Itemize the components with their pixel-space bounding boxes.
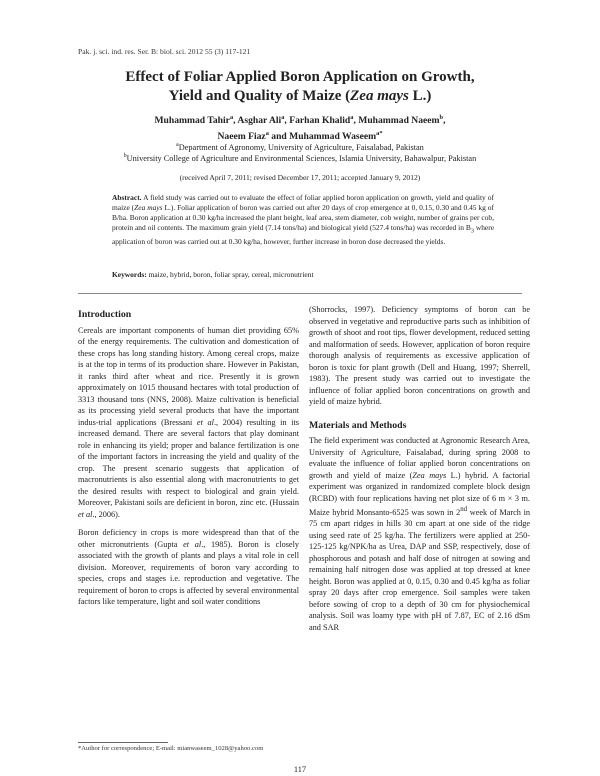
received-dates: (received April 7, 2011; revised December 17, 2011; accepted January 9, 2012) (179, 173, 421, 182)
title-line-2-post: L.) (408, 88, 432, 104)
author-name: , Farhan Khalid (284, 115, 351, 127)
title-line-1: Effect of Foliar Applied Boron Application on Growth, (125, 69, 475, 85)
intro-paragraph-1 (78, 325, 299, 521)
right-column (309, 304, 530, 633)
ordinal-sup: nd (460, 506, 468, 513)
keywords-text: maize, hybrid, boron, foliar spray, cereal, micronutrient (146, 270, 314, 279)
footnote-divider (78, 742, 168, 743)
affiliation-b (60, 151, 540, 164)
author-name: Muhammad Tahir (154, 115, 230, 127)
abstract-label: Abstract. (112, 193, 142, 202)
abstract-text: where application of boron was carried out at 0.30 kg/ha, however, further increase in boron dose decreased the yields. (112, 223, 494, 246)
author-name: , Muhammad Naeem (353, 115, 440, 127)
section-divider (78, 293, 522, 294)
affiliation-text: University College of Agriculture and Environmental Sciences, Islamia University, Bahawalpur, Pakistan (126, 153, 477, 163)
author-sup: a (350, 114, 354, 121)
et-al: et al (78, 509, 93, 519)
author-separator: , (443, 115, 446, 127)
journal-reference: Pak. j. sci. ind. res. Ser. B: biol. sci. 2012 55 (3) 117-121 (78, 47, 251, 56)
paragraph-text: ., 2004) resulting in its increased demand. There are several factors that play dominant role in enhancing its yield; proper and balance fertilization is one of the important factors in increasing the yield and quality of the crop. The present scenario suggests that application of macronutrients is also essential along with macronutrients to get the desired results with respect to biological and grain yield. Moreover, Pakistani soils are deficient in boron, zinc etc. (Hussain (78, 417, 300, 507)
paragraph-text: Cereals are important components of human diet providing 65% of the energy requirements. The cultivation and domestication of these crops has long standing history. Among cereal crops, maize is at the top in terms of its production share. However in Pakistan, it ranks third after wheat and rice. Presently it is grown approximately on 1015 thousand hectares with total production of 3313 thousand tons (NNS, 2008). Maize cultivation is beneficial as its processing yield several products that have the important indus-trial applications (Bressani (78, 325, 299, 427)
author-sup: b (439, 114, 444, 121)
page-number: 117 (293, 765, 307, 774)
abstract-sub: 3 (470, 227, 474, 235)
paragraph-text: week of March in 75 cm apart ridges in hills 30 cm apart at one side of the ridge using seed rate of 25 kg/ha. The fertilizers were applied at 250-125-125 kg/NPK/ha as Urea, DAP and SSP, respectively, dose of phosphorous and potash and half dose of nitrogen at sowing and remaining half nitrogen dose was applied at top dressed at knee height. Boron was applied at 0, 0.15, 0.30 and 0.45 kg/ha as foliar spray 20 days after crop emergence. Soil samples were taken before sowing of crop to a depth of 30 cm for physiochemical analysis. Soil was loamy type with pH of 7.87, EC of 2.16 dSm and SAR (309, 507, 530, 632)
title-species: Zea mays (350, 88, 409, 104)
author-name: Naeem Fiaz (217, 131, 266, 143)
paragraph-text: Boron deficiency in crops is more widespread than that of the other micronutrients (Gupta (78, 528, 299, 549)
paragraph-text: L.) hybrid. A factorial experiment was organized in randomized complete block design (RCBD) with four replications having net plot size of 6 m × 3 m. Maize hybrid Monsanto-6525 was sown in 2 (309, 470, 530, 517)
author-name: and Muhammad Waseem (268, 131, 377, 143)
abstract-text: A field study was carried out to evaluate the effect of foliar applied boron application on growth, yield and quality of maize ( (112, 193, 494, 213)
left-column (78, 309, 299, 608)
intro-paragraph-3: (Shorrocks, 1997). Deficiency symptoms of boron can be observed in vegetative and reproductive parts such as inhibition of growth of shoot and root tips, flower development, reduced setting and malformation of seeds. However, application of boron require thorough analysis of requirements as excessive application of boron is toxic for plant growth (Dell and Huang, 1997; Sherrell, 1983). The present study was carried out to investigate the influence of foliar applied boron concentrations on growth and yield of maize hybrid. (309, 305, 530, 406)
author-sup: a (281, 114, 285, 121)
author-line-1 (60, 111, 540, 127)
author-name: , Asghar Ali (233, 115, 282, 127)
intro-paragraph-2 (78, 527, 299, 608)
author-list (60, 111, 540, 143)
abstract-text: L.). Foliar application of boron was carried out after 20 days of crop emergence at 0, 0.15, 0.30 and 0.45 kg of B/ha. Boron application at 0.30 kg/ha increased the plant height, leaf area, stem diameter, cob weight, number of grains per cob, protein and oil contents. The maximum grain yield (7.14 tons/ha) and biological yield (527.4 tons/ha) was recorded in B (112, 203, 494, 233)
et-al: et al (196, 417, 214, 427)
paragraph-text: ., 1985). Boron is closely associated with the growth of plants and plays a vital role in cell division. Moreover, requirements of boron vary according to species, crops and stages i.e. reproduction and vegetative. The requirement of boron to crops is affected by several environmental factors like temperature, light and soil water conditions (78, 539, 300, 606)
methods-heading: Materials and Methods (309, 419, 407, 431)
paragraph-text: ., 2006). (92, 509, 120, 519)
abstract (112, 193, 494, 247)
author-sup: a (265, 130, 269, 138)
et-al: et al (183, 539, 202, 549)
author-sup: a (229, 114, 234, 121)
affiliation-text: Department of Agronomy, University of Agriculture, Faisalabad, Pakistan (178, 142, 424, 152)
affiliation-sup: b (123, 153, 127, 159)
keywords (112, 270, 494, 279)
title-line-2-pre: Yield and Quality of Maize ( (168, 88, 351, 104)
keywords-label: Keywords: (112, 270, 147, 279)
methods-paragraph-1 (309, 435, 530, 633)
correspondence-footnote: *Author for correspondence; E-mail: mianwaseem_1028@yahoo.com (78, 745, 264, 752)
methods-species: Zea mays (412, 470, 447, 480)
paper-title (60, 68, 540, 106)
author-sup: a* (376, 130, 383, 138)
paragraph-text: The field experiment was conducted at Agronomic Research Area, University of Agriculture, Faisalabad, during spring 2008 to evaluate the influence of foliar applied boron concentrations on growth and yield of maize ( (309, 436, 530, 480)
abstract-species: Zea mays (134, 203, 163, 213)
affiliation-sup: a (176, 142, 179, 148)
introduction-heading: Introduction (78, 309, 132, 320)
